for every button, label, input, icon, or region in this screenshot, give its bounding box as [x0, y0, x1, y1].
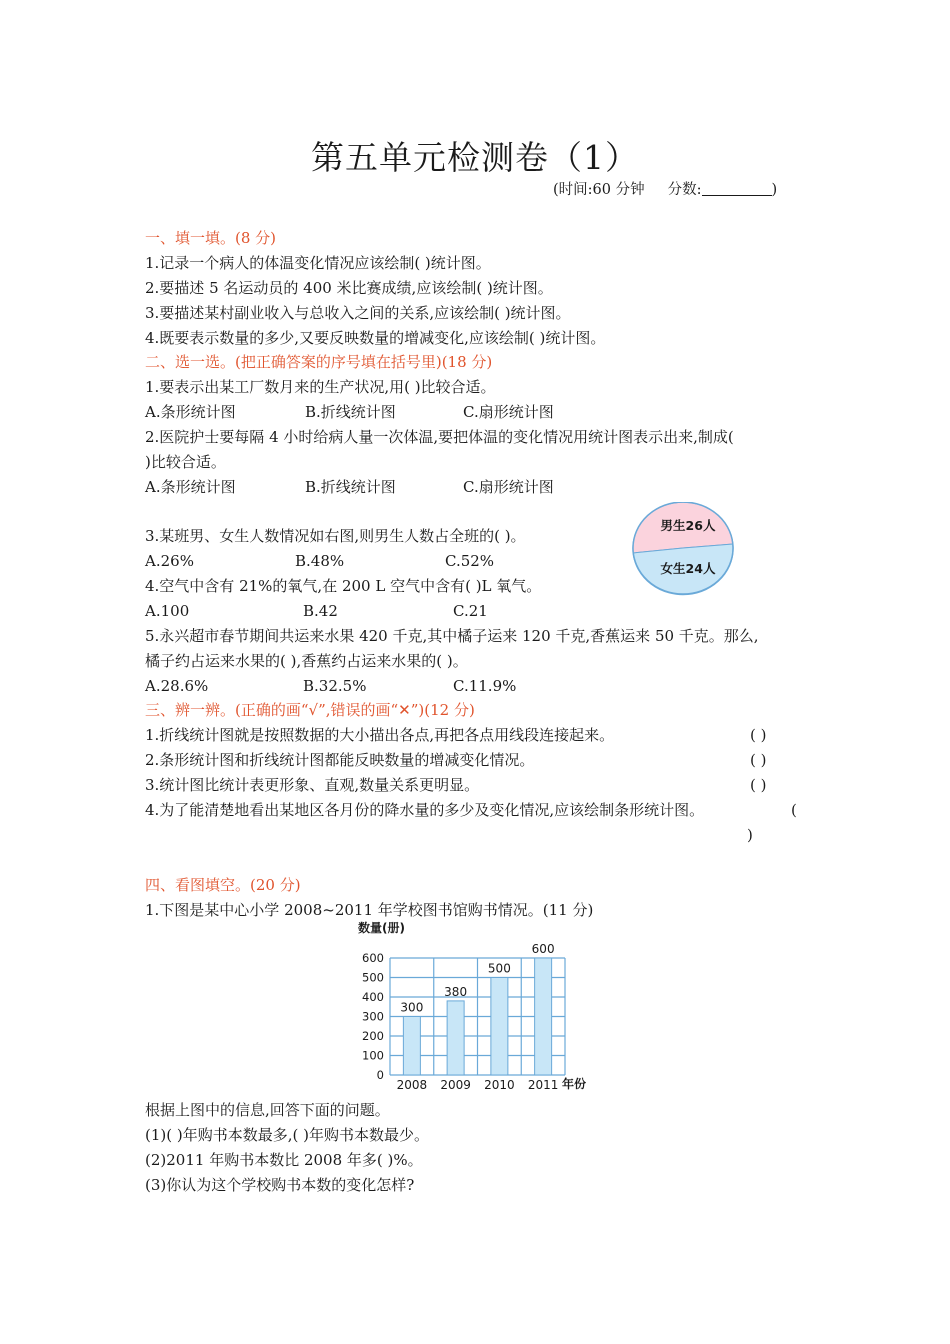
x-tick-label: 2009 — [440, 1078, 471, 1092]
y-axis-title: 数量(册) — [358, 921, 405, 935]
s1-question-1: 1.记录一个病人的体温变化情况应该绘制( )统计图。 — [145, 254, 491, 272]
s2-question-3: 3.某班男、女生人数情况如右图,则男生人数占全班的( )。 — [145, 527, 526, 545]
option-a: A.100 — [145, 602, 190, 620]
s4-intro: 根据上图中的信息,回答下面的问题。 — [145, 1101, 390, 1119]
option-c: C.21 — [453, 602, 488, 620]
section-2-heading: 二、选一选。(把正确答案的序号填在括号里)(18 分) — [145, 353, 493, 371]
s2-q3-options — [145, 551, 494, 571]
answer-paren-2: ( ) — [750, 751, 767, 769]
answer-paren-1: ( ) — [750, 726, 767, 744]
bar — [447, 1001, 464, 1075]
bar-value-label: 500 — [487, 961, 511, 976]
pie-label-boys: 男生26人 — [660, 518, 716, 533]
s2-q4-options — [145, 601, 488, 621]
option-b: B.32.5% — [303, 677, 367, 695]
y-tick-label: 600 — [362, 951, 384, 965]
option-b: B.折线统计图 — [305, 403, 396, 421]
bar-value-label: 380 — [444, 984, 468, 999]
s3-statement-2: 2.条形统计图和折线统计图都能反映数量的增减变化情况。 — [145, 751, 535, 769]
s2-question-4: 4.空气中含有 21%的氧气,在 200 L 空气中含有( )L 氧气。 — [145, 577, 542, 595]
s2-q5-options — [145, 676, 516, 696]
bar-value-label: 300 — [400, 1000, 424, 1015]
s1-question-4: 4.既要表示数量的多少,又要反映数量的增减变化,应该绘制( )统计图。 — [145, 329, 606, 347]
answer-paren-4-open: ( — [791, 801, 797, 819]
y-tick-label: 200 — [362, 1029, 384, 1043]
s3-statement-1: 1.折线统计图就是按照数据的大小描出各点,再把各点用线段连接起来。 — [145, 726, 615, 744]
option-a: A.28.6% — [145, 677, 209, 695]
bar — [403, 1017, 420, 1076]
s1-question-3: 3.要描述某村副业收入与总收入之间的关系,应该绘制( )统计图。 — [145, 304, 571, 322]
s2-question-2-line-2: )比较合适。 — [145, 453, 226, 471]
option-b: B.42 — [303, 602, 338, 620]
option-c: C.扇形统计图 — [463, 403, 554, 421]
s4-answer-1: (1)( )年购书本数最多,( )年购书本数最少。 — [145, 1126, 429, 1144]
option-a: A.26% — [145, 552, 194, 570]
x-tick-label: 2008 — [396, 1078, 428, 1092]
s3-statement-4: 4.为了能清楚地看出某地区各月份的降水量的多少及变化情况,应该绘制条形统计图。 — [145, 801, 705, 819]
score-label: 分数: — [667, 182, 702, 198]
section-3-heading: 三、辨一辨。(正确的画“√”,错误的画“✕”)(12 分) — [145, 701, 475, 719]
gender-pie-chart — [632, 502, 734, 600]
s4-question-1: 1.下图是某中心小学 2008~2011 年学校图书馆购书情况。(11 分) — [145, 901, 594, 919]
option-b: B.48% — [295, 552, 345, 570]
s2-q1-options — [145, 402, 554, 422]
s4-answer-3: (3)你认为这个学校购书本数的变化怎样? — [145, 1176, 415, 1194]
y-tick-label: 100 — [362, 1048, 384, 1063]
option-a: A.条形统计图 — [145, 478, 236, 496]
x-tick-label: 2011 — [527, 1078, 559, 1092]
y-tick-label: 0 — [376, 1068, 384, 1082]
meta-close: ) — [771, 182, 778, 198]
bar — [491, 978, 508, 1076]
bar — [535, 958, 552, 1075]
option-b: B.折线统计图 — [305, 478, 396, 496]
book-purchase-bar-chart — [350, 918, 600, 1093]
x-tick-label: 2010 — [484, 1078, 515, 1092]
s2-question-5-line-1: 5.永兴超市春节期间共运来水果 420 千克,其中橘子运来 120 千克,香蕉运来 50 千克。那么, — [145, 627, 759, 645]
s1-question-2: 2.要描述 5 名运动员的 400 米比赛成绩,应该绘制( )统计图。 — [145, 279, 553, 297]
s2-q2-options — [145, 477, 554, 497]
section-1-heading: 一、填一填。(8 分) — [145, 229, 277, 247]
answer-paren-4-close: ) — [747, 826, 753, 844]
time-label: (时间:60 分钟 — [553, 182, 645, 198]
option-a: A.条形统计图 — [145, 403, 236, 421]
option-c: C.52% — [445, 552, 495, 570]
exam-meta — [553, 178, 777, 199]
answer-paren-3: ( ) — [750, 776, 767, 794]
x-axis-title: 年份 — [562, 1077, 587, 1091]
s2-question-2-line-1: 2.医院护士要每隔 4 小时给病人量一次体温,要把体温的变化情况用统计图表示出来,制成( — [145, 428, 734, 446]
page-title: 第五单元检测卷（1） — [311, 138, 639, 177]
option-c: C.扇形统计图 — [463, 478, 554, 496]
s4-answer-2: (2)2011 年购书本数比 2008 年多( )%。 — [145, 1151, 423, 1169]
y-tick-label: 300 — [362, 1009, 384, 1024]
y-tick-label: 400 — [362, 990, 384, 1004]
pie-label-girls: 女生24人 — [660, 561, 716, 576]
s2-question-1: 1.要表示出某工厂数月来的生产状况,用( )比较合适。 — [145, 378, 496, 396]
section-4-heading: 四、看图填空。(20 分) — [145, 876, 301, 894]
score-blank — [702, 181, 772, 196]
y-tick-label: 500 — [362, 970, 384, 985]
option-c: C.11.9% — [453, 677, 517, 695]
s2-question-5-line-2: 橘子约占运来水果的( ),香蕉约占运来水果的( )。 — [145, 652, 468, 670]
bar-value-label: 600 — [531, 942, 555, 956]
s3-statement-3: 3.统计图比统计表更形象、直观,数量关系更明显。 — [145, 776, 480, 794]
